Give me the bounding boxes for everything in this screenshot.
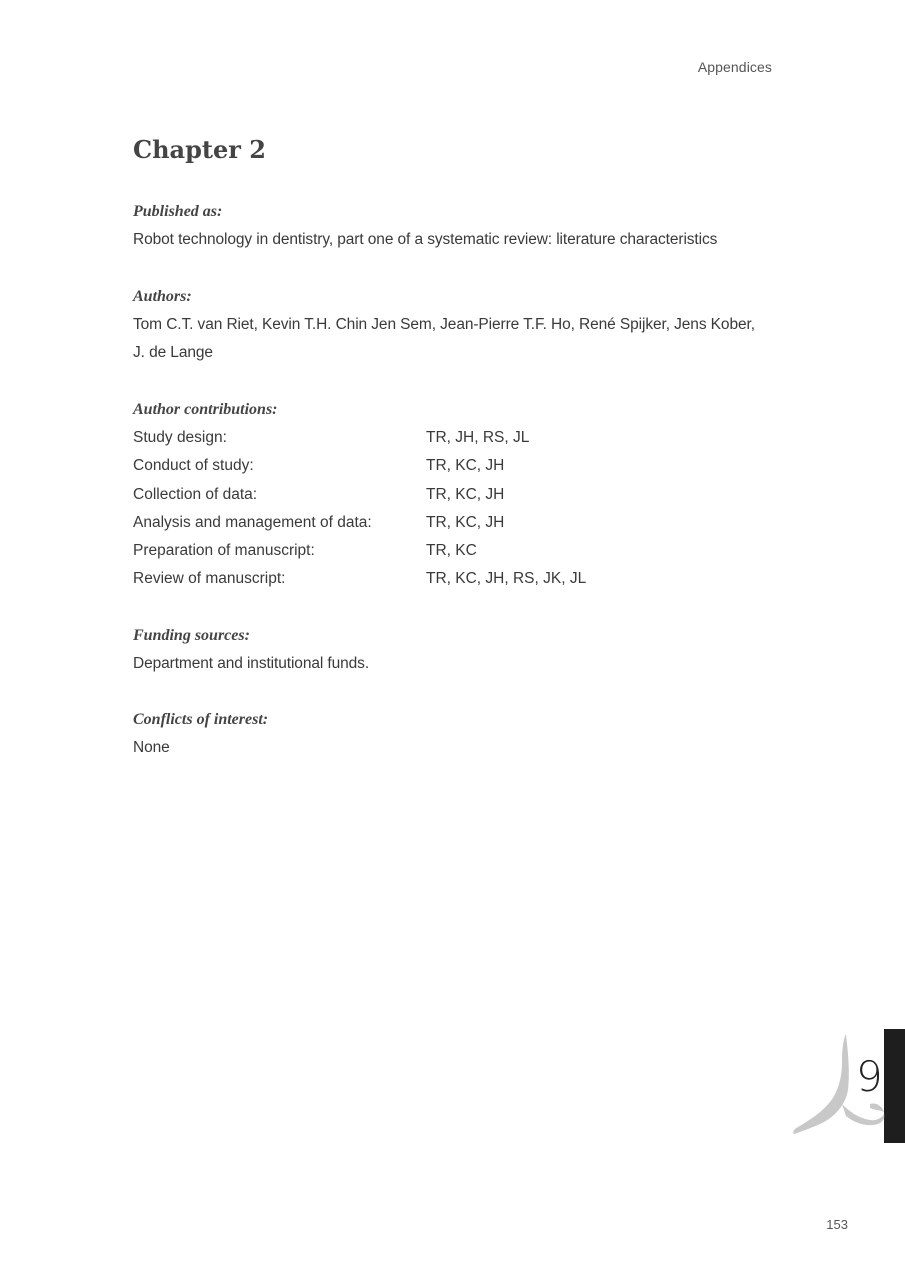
published-heading: Published as: xyxy=(133,203,223,220)
contribution-row xyxy=(133,424,773,452)
contribution-label: Conduct of study: xyxy=(133,457,254,475)
contribution-row xyxy=(133,537,773,565)
authors-line-1: Tom C.T. van Riet, Kevin T.H. Chin Jen Sem, Jean-Pierre T.F. Ho, René Spijker, Jens Kober, xyxy=(133,316,755,333)
contribution-row xyxy=(133,565,773,593)
chapter-number: 9 xyxy=(856,1052,883,1101)
contribution-value: TR, KC, JH, RS, JK, JL xyxy=(426,570,587,588)
contributions-section xyxy=(133,396,773,594)
contribution-label: Study design: xyxy=(133,429,227,446)
contribution-label: Preparation of manuscript: xyxy=(133,542,315,560)
published-text: Robot technology in dentistry, part one of a systematic review: literature characteristics xyxy=(133,231,718,248)
funding-heading: Funding sources: xyxy=(133,626,250,644)
authors-line-2: J. de Lange xyxy=(133,344,213,361)
chapter-title: Chapter 2 xyxy=(133,135,266,164)
contribution-value: TR, KC, JH xyxy=(426,513,505,531)
authors-section xyxy=(133,283,773,367)
contribution-label: Review of manuscript: xyxy=(133,570,286,588)
contribution-value: TR, JH, RS, JL xyxy=(426,429,530,446)
page-content xyxy=(133,132,773,762)
conflicts-heading: Conflicts of interest: xyxy=(133,710,269,728)
contribution-label: Collection of data: xyxy=(133,485,258,503)
authors-heading: Authors: xyxy=(133,288,192,305)
contribution-row xyxy=(133,481,773,509)
contribution-label: Analysis and management of data: xyxy=(133,513,372,531)
funding-text: Department and institutional funds. xyxy=(133,654,370,672)
contribution-row xyxy=(133,452,773,480)
conflicts-text: None xyxy=(133,738,170,756)
contribution-row xyxy=(133,509,773,537)
contribution-value: TR, KC, JH xyxy=(426,457,505,475)
conflicts-section xyxy=(133,706,773,762)
contribution-value: TR, KC, JH xyxy=(426,485,505,503)
contribution-value: TR, KC xyxy=(426,542,477,560)
contributions-heading: Author contributions: xyxy=(133,401,278,418)
running-header: Appendices xyxy=(697,59,772,75)
published-section xyxy=(133,198,773,254)
page-number: 153 xyxy=(826,1217,848,1232)
funding-section xyxy=(133,622,773,678)
